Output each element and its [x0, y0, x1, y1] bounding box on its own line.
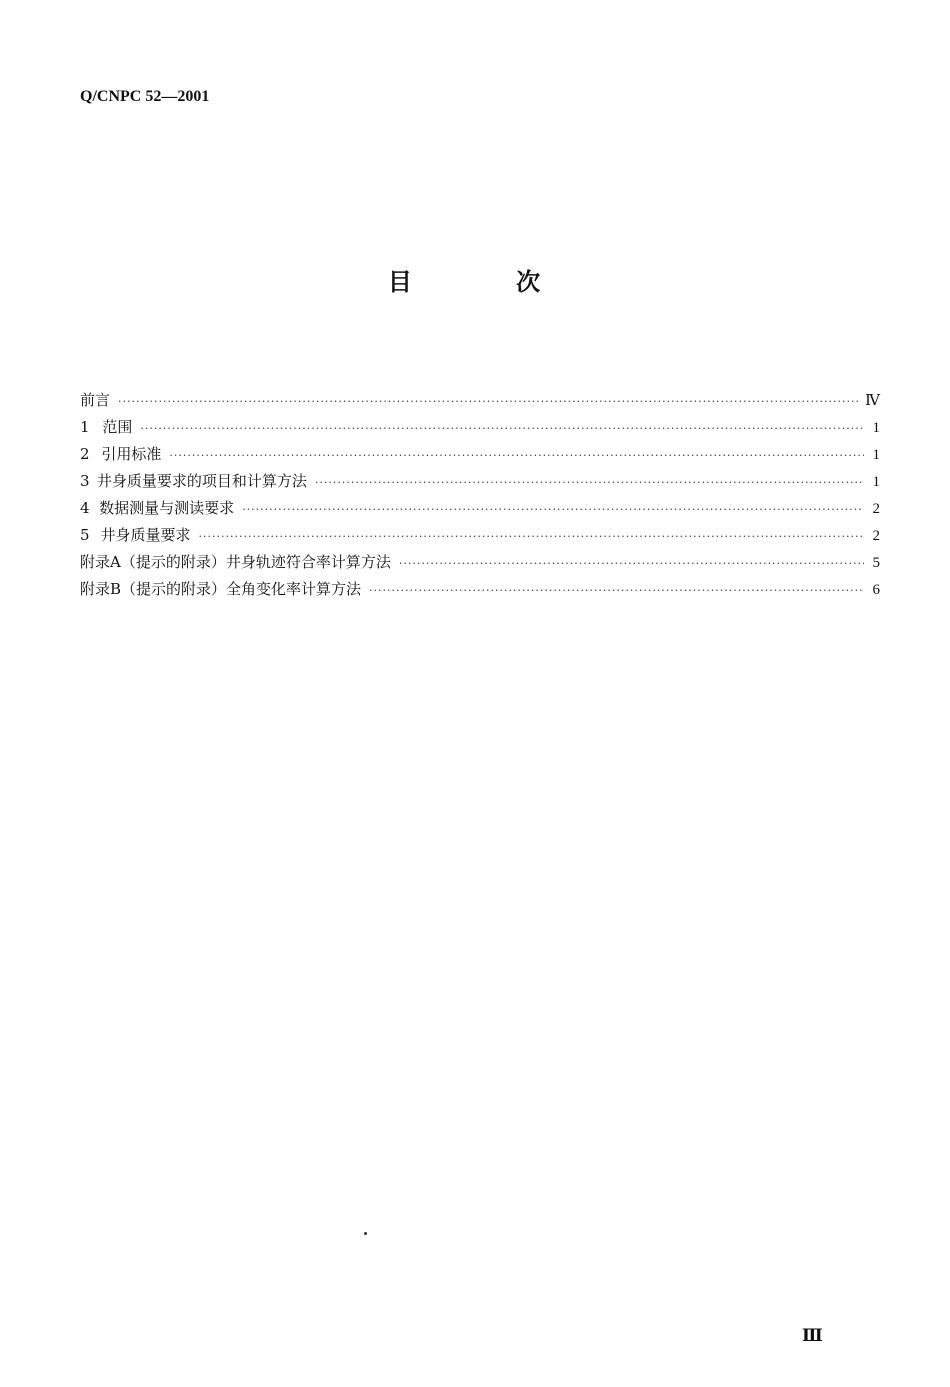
toc-leader-dots: [169, 442, 864, 469]
toc-entry-number: 5: [80, 526, 90, 544]
toc-entry-measurement[interactable]: [80, 495, 880, 522]
standard-number: Q/CNPC 52—2001: [80, 88, 210, 105]
toc-entry-number: 1: [80, 418, 90, 436]
page-number: Ⅲ: [802, 1326, 823, 1345]
toc-leader-dots: [399, 550, 864, 577]
toc-leader-dots: [140, 415, 864, 442]
toc-entry-references[interactable]: [80, 441, 880, 468]
toc-entry-page: 2: [872, 528, 880, 544]
toc-entry-label: 附录B（提示的附录）全角变化率计算方法: [80, 580, 362, 598]
toc-entry-number: 2: [80, 445, 90, 463]
toc-entry-page: 5: [872, 555, 880, 571]
toc-entry-label: 井身质量要求的项目和计算方法: [96, 472, 307, 490]
toc-leader-dots: [369, 577, 864, 604]
page-title: 目 次: [387, 268, 589, 296]
toc-entry-page: 6: [872, 582, 880, 598]
toc-entry-page: 2: [872, 501, 880, 517]
toc-entry-label: 引用标准: [101, 445, 162, 463]
toc-entry-appendix-a[interactable]: [80, 549, 880, 576]
toc-entry-number: 3: [80, 472, 90, 490]
toc-entry-label: 数据测量与测读要求: [99, 499, 235, 517]
scan-speck: [364, 1232, 367, 1235]
toc-leader-dots: [242, 496, 864, 523]
toc-leader-dots: [118, 388, 859, 415]
toc-entry-label: 井身质量要求: [100, 526, 191, 544]
toc-entry-number: 4: [80, 499, 90, 517]
toc-entry-preface[interactable]: [80, 387, 880, 414]
toc-entry-scope[interactable]: [80, 414, 880, 441]
toc-entry-page: Ⅳ: [865, 393, 880, 409]
toc-entry-requirements[interactable]: [80, 522, 880, 549]
table-of-contents: [80, 387, 880, 603]
toc-leader-dots: [199, 523, 864, 550]
toc-entry-page: 1: [872, 447, 880, 463]
toc-entry-page: 1: [872, 420, 880, 436]
toc-entry-label: 范围: [102, 418, 133, 436]
toc-leader-dots: [315, 469, 864, 496]
toc-entry-methods[interactable]: [80, 468, 880, 495]
toc-entry-label: 前言: [80, 391, 111, 409]
toc-entry-appendix-b[interactable]: [80, 576, 880, 603]
toc-entry-page: 1: [872, 474, 880, 490]
toc-entry-label: 附录A（提示的附录）井身轨迹符合率计算方法: [80, 553, 391, 571]
